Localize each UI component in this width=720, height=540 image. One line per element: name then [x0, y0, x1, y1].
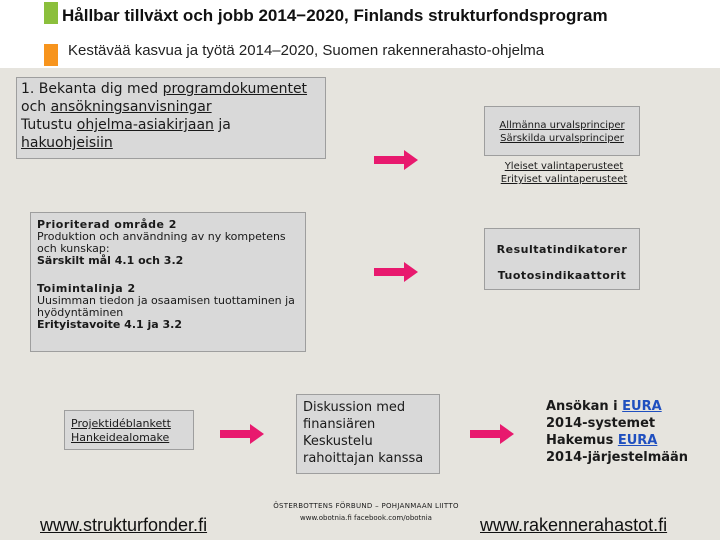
indicators-fi: Tuotosindikaattorit — [497, 269, 627, 282]
arrow-right-icon — [374, 262, 418, 282]
priority-goal-fi: Erityistavoite 4.1 ja 3.2 — [37, 318, 183, 331]
rakennerahastot-link[interactable]: www.rakennerahastot.fi — [480, 515, 668, 535]
project-idea-form-link[interactable]: Projektidéblankett — [71, 417, 171, 430]
application-sv-suffix: 2014-systemet — [546, 416, 656, 431]
discussion-sv: Diskussion med finansiären — [303, 400, 406, 432]
project-idea-form-fi-link[interactable]: Hankeidealomake — [71, 431, 170, 444]
general-principles-fi-link[interactable]: Yleiset valintaperusteet — [504, 161, 624, 172]
step1-line3-suffix: ja — [213, 117, 231, 133]
priority-desc-sv: Produktion och användning av ny kompetens och kunskap: — [37, 230, 286, 255]
discussion-box — [296, 394, 440, 474]
accent-bar-orange — [44, 44, 58, 66]
idea-form-box — [64, 410, 194, 450]
slide-title: Hållbar tillväxt och jobb 2014−2020, Finlands strukturfondsprogram — [62, 6, 608, 25]
org-name: ÖSTERBOTTENS FÖRBUND – POHJANMAAN LIITTO — [273, 502, 459, 510]
application-fi-prefix: Hakemus — [546, 433, 618, 448]
priority-desc-fi: Uusimman tiedon ja osaamisen tuottaminen ja hyödyntäminen — [37, 294, 295, 319]
application-sv-prefix: Ansökan i — [546, 399, 623, 414]
arrow-right-icon — [374, 150, 418, 170]
slide-subtitle: Kestävää kasvua ja työtä 2014–2020, Suomen rakennerahasto-ohjelma — [68, 42, 545, 59]
specific-principles-link[interactable]: Särskilda urvalsprinciper — [500, 133, 624, 144]
application-box — [546, 398, 696, 466]
arrow-right-icon — [470, 424, 514, 444]
priority-box — [30, 212, 306, 352]
indicators-sv: Resultatindikatorer — [496, 243, 628, 256]
specific-principles-fi-link[interactable]: Erityiset valintaperusteet — [500, 174, 628, 185]
accent-bar-green — [44, 2, 58, 24]
application-instructions-fi-link[interactable]: hakuohjeisiin — [21, 135, 113, 151]
arrow-right-icon — [220, 424, 264, 444]
application-fi-suffix: 2014-järjestelmään — [546, 450, 689, 465]
general-principles-link[interactable]: Allmänna urvalsprinciper — [499, 120, 625, 131]
principles-fi — [498, 160, 630, 186]
discussion-fi: Keskustelu rahoittajan kanssa — [303, 434, 424, 466]
eura-fi-link[interactable]: EURA — [617, 433, 658, 448]
priority-heading-fi: Toimintalinja 2 — [37, 282, 136, 295]
priority-heading-sv: Prioriterad område 2 — [37, 218, 177, 231]
step1-prefix: 1. Bekanta dig med — [21, 81, 163, 97]
org-links: www.obotnia.fi facebook.com/obotnia — [300, 514, 432, 522]
strukturfonder-link[interactable]: www.strukturfonder.fi — [40, 515, 208, 535]
program-document-link[interactable]: programdokumentet — [162, 81, 308, 97]
step1-box — [16, 77, 326, 159]
step1-line3-prefix: Tutustu — [21, 117, 77, 133]
indicators-box — [484, 228, 640, 290]
program-document-fi-link[interactable]: ohjelma-asiakirjaan — [76, 117, 214, 133]
principles-box — [484, 106, 640, 156]
step1-line2-prefix: och — [21, 99, 51, 115]
eura-link[interactable]: EURA — [622, 399, 662, 414]
application-instructions-link[interactable]: ansökningsanvisningar — [50, 99, 212, 115]
priority-goal-sv: Särskilt mål 4.1 och 3.2 — [37, 254, 184, 267]
